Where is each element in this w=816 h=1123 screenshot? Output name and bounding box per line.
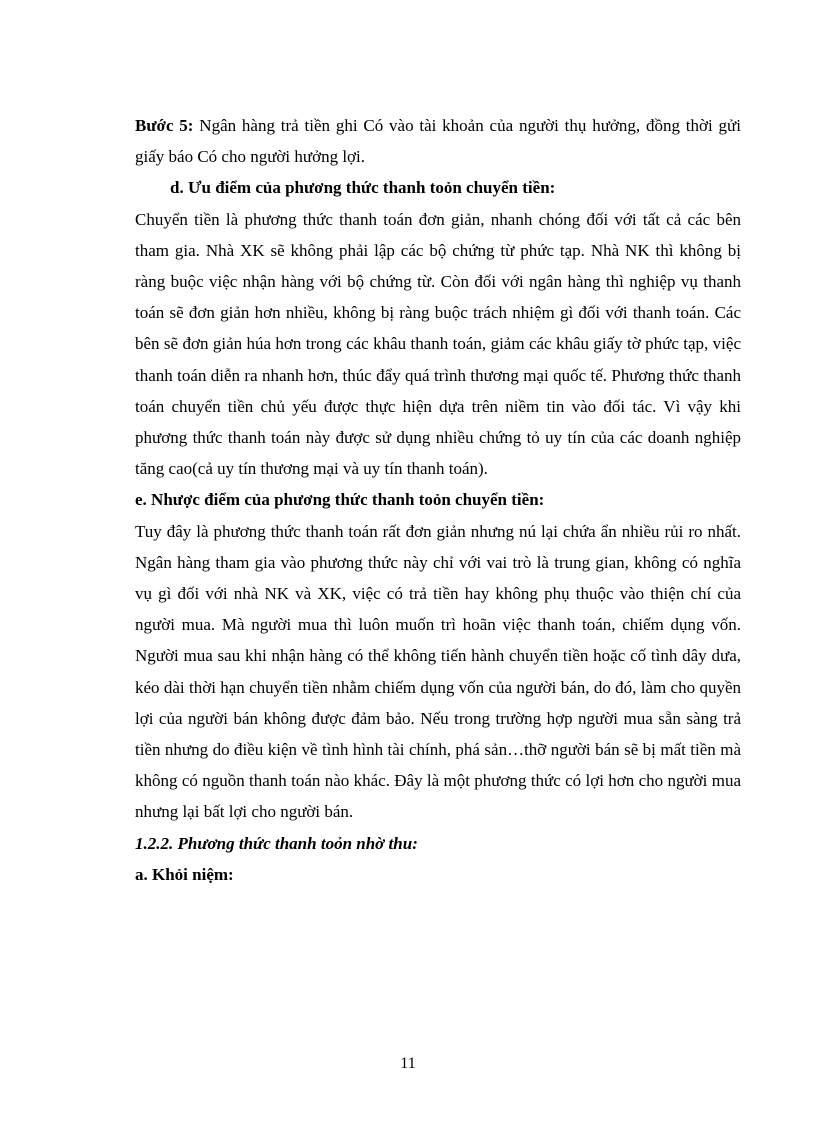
document-body xyxy=(135,110,741,890)
step5-paragraph xyxy=(135,110,741,172)
section-d-body: Chuyển tiền là phương thức thanh toán đơn giản, nhanh chóng đối với tất cả các bên tham gia. Nhà XK sẽ không phải lập các bộ chứng từ phức tạp. Nhà NK thì không bị ràng buộc việc nhận hàng với bộ chứng từ. Còn đối với ngân hàng thì nghiệp vụ thanh toán sẽ đơn giản hơn nhiều, không bị ràng buộc trách nhiệm gì đối với thanh toán. Các bên sẽ đơn giản húa hơn trong các khâu thanh toán, giảm các khâu giấy tờ phức tạp, việc thanh toán diễn ra nhanh hơn, thúc đẩy quá trình thương mại quốc tế. Phương thức thanh toán chuyển tiền chủ yếu được thực hiện dựa trên niềm tin vào đối tác. Vì vậy khi phương thức thanh toán này được sử dụng nhiều chứng tỏ uy tín của các doanh nghiệp tăng cao(cả uy tín thương mại và uy tín thanh toán). xyxy=(135,209,741,479)
section-e-body: Tuy đây là phương thức thanh toán rất đơn giản nhưng nú lại chứa ẩn nhiều rủi ro nhất. Ngân hàng tham gia vào phương thức này chỉ với vai trò là trung gian, không có nghĩa vụ gì đối với nhà NK và XK, việc có trả tiền hay không phụ thuộc vào thiện chí của người mua. Mà người mua thì luôn muốn trì hoãn việc thanh toán, chiếm dụng vốn. Người mua sau khi nhận hàng có thể không tiến hành chuyển tiền hoặc cố tình dây dưa, kéo dài thời hạn chuyển tiền nhằm chiếm dụng vốn của người bán, do đó, làm cho quyền lợi của người bán không được đảm bảo. Nếu trong trường hợp người mua sẵn sàng trả tiền nhưng do điều kiện về tình hình tài chính, phá sản…thỡ người bán sẽ bị mất tiền mà không có nguồn thanh toán nào khác. Đây là một phương thức có lợi hơn cho người mua nhưng lại bất lợi cho người bán. xyxy=(135,521,741,822)
page-number: 11 xyxy=(400,1055,416,1072)
step5-label: Bước 5: xyxy=(135,116,194,135)
step5-text: Ngân hàng trả tiền ghi Có vào tài khoản của người thụ hưởng, đồng thời gửi giấy báo Có cho người hưởng lợi. xyxy=(135,116,741,167)
section-e-heading: e. Nhược điểm của phương thức thanh toỏn chuyển tiền: xyxy=(135,490,545,510)
section-d-heading: d. Ưu điểm của phương thức thanh toỏn chuyển tiền: xyxy=(170,178,556,198)
section-1-2-2-heading: 1.2.2. Phương thức thanh toỏn nhờ thu: xyxy=(135,833,418,853)
section-a-heading: a. Khỏi niệm: xyxy=(135,864,234,884)
